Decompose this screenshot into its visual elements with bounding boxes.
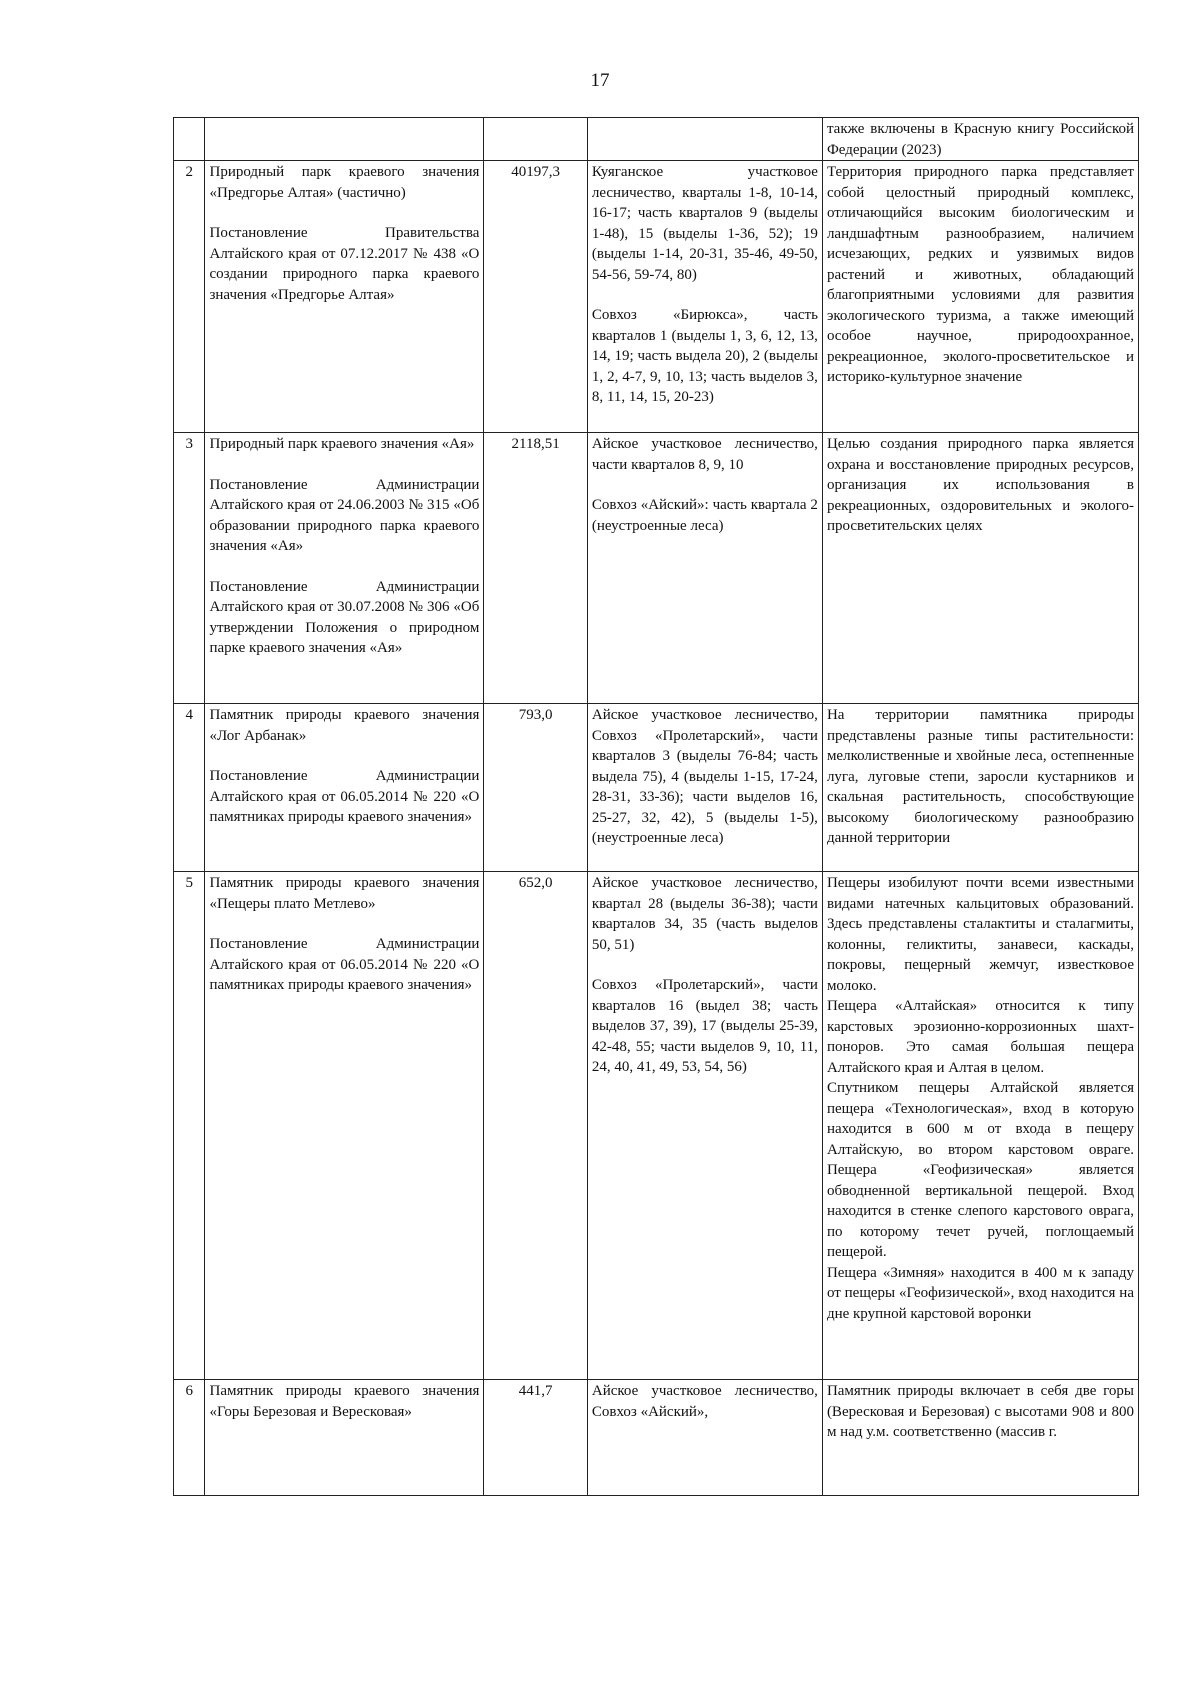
area-name: Памятник природы краевого значения «Горы Березовая и Вересковая» xyxy=(209,1383,480,1420)
row-number: 4 xyxy=(185,707,193,723)
cell-location xyxy=(587,704,822,872)
cell-num xyxy=(174,1380,205,1496)
cell-name xyxy=(205,118,484,161)
cell-num xyxy=(174,161,205,433)
cell-num xyxy=(174,118,205,161)
legal-document: Постановление Администрации Алтайского края от 06.05.2014 № 220 «О памятниках природы краевого значения» xyxy=(209,768,480,825)
cell-area xyxy=(484,1380,587,1496)
table-row xyxy=(174,704,1139,872)
description-paragraph: Памятник природы включает в себя две горы (Вересковая и Березовая) с высотами 908 и 800 м над у.м. соответственно (массив г. xyxy=(826,1383,1134,1440)
cell-description xyxy=(822,161,1138,433)
area-name: Памятник природы краевого значения «Пещеры плато Метлево» xyxy=(209,875,480,912)
location-text: Совхоз «Бирюкса», часть кварталов 1 (выделы 1, 3, 6, 12, 13, 14, 19; часть выдела 20), 2 (выделы 1, 2, 4-7, 9, 10, 13; часть выделов 3, 8, 11, 14, 15, 20-23) xyxy=(591,307,818,405)
cell-description xyxy=(822,872,1138,1380)
spacer xyxy=(209,455,479,475)
table-row xyxy=(174,1380,1139,1496)
cell-location xyxy=(587,1380,822,1496)
cell-location xyxy=(587,161,822,433)
continuation-description: также включены в Красную книгу Российской Федерации (2023) xyxy=(826,121,1134,158)
cell-name xyxy=(205,704,484,872)
description-paragraph: Пещеры изобилуют почти всеми известными видами натечных кальцитовых образований. Здесь представлены сталактиты и сталагмиты, колонны, геликтиты, занавеси, каскады, покровы, пещерный жемчуг, известковое молоко. xyxy=(826,875,1134,994)
legal-document: Постановление Правительства Алтайского края от 07.12.2017 № 438 «О создании природного парка краевого значения «Предгорье Алтая» xyxy=(209,225,480,303)
cell-description xyxy=(822,118,1138,161)
location-text: Совхоз «Айский»: часть квартала 2 (неустроенные леса) xyxy=(591,497,818,534)
description-paragraph: Целью создания природного парка является охрана и восстановление природных ресурсов, организация их использования в рекреационных, оздоровительных и эколого-просветительских целях xyxy=(826,436,1134,534)
cell-description xyxy=(822,433,1138,704)
location-text: Совхоз «Пролетарский», части кварталов 16 (выдел 38; часть выделов 37, 39), 17 (выделы 25-39, 42-48, 55; части выделов 9, 10, 11, 24, 40, 41, 49, 53, 54, 56) xyxy=(591,977,818,1075)
row-number: 6 xyxy=(185,1383,193,1399)
spacer xyxy=(209,557,479,577)
cell-location xyxy=(587,872,822,1380)
spacer xyxy=(592,285,818,305)
cell-location xyxy=(587,118,822,161)
spacer xyxy=(592,955,818,975)
spacer xyxy=(209,746,479,766)
description-paragraph: Спутником пещеры Алтайской является пещера «Технологическая», вход в которую находится в 600 м от входа в пещеру Алтайскую, во втором карстовом овраге. Пещера «Геофизическая» является обводненной вертикальной пещерой. Вход находится в стенке слепого карстового оврага, по которому течет ручей, поглощаемый пещерой. xyxy=(826,1080,1134,1260)
cell-name xyxy=(205,1380,484,1496)
page-number: 17 xyxy=(590,70,610,91)
cell-num xyxy=(174,433,205,704)
cell-name xyxy=(205,433,484,704)
cell-area xyxy=(484,118,587,161)
description-paragraph: Территория природного парка представляет собой целостный природный комплекс, отличающийся высоким биологическим и ландшафтным разнообразием, наличием исчезающих, редких и уязвимых видов растений и животных, обладающий благоприятными условиями для развития экологического туризма, а также имеющий особое научное, природоохранное, рекреационное, эколого-просветительское и историко-культурное значение xyxy=(826,164,1134,385)
table-row xyxy=(174,161,1139,433)
area-name: Памятник природы краевого значения «Лог Арбанак» xyxy=(209,707,480,744)
location-text: Айское участковое лесничество, Совхоз «Пролетарский», части кварталов 3 (выделы 76-84; часть выдела 75), 4 (выделы 1-15, 17-24, 28-31, 33-36); части выделов 16, 25-27, 32, 42), 5 (выделы 1-5), (неустроенные леса) xyxy=(591,707,818,846)
cell-area xyxy=(484,872,587,1380)
cell-location xyxy=(587,433,822,704)
legal-document: Постановление Администрации Алтайского края от 06.05.2014 № 220 «О памятниках природы краевого значения» xyxy=(209,936,480,993)
table-row xyxy=(174,433,1139,704)
area-name: Природный парк краевого значения «Предгорье Алтая» (частично) xyxy=(209,164,480,201)
area-hectares: 441,7 xyxy=(518,1383,553,1399)
cell-num xyxy=(174,872,205,1380)
legal-document: Постановление Администрации Алтайского края от 24.06.2003 № 315 «Об образовании природного парка краевого значения «Ая» xyxy=(209,476,480,554)
location-text: Айское участковое лесничество, Совхоз «Айский», xyxy=(591,1383,818,1420)
area-hectares: 2118,51 xyxy=(511,436,560,452)
cell-area xyxy=(484,704,587,872)
description-paragraph: На территории памятника природы представлены разные типы растительности: мелколиственные и хвойные леса, остепненные луга, луговые степи, заросли кустарников и скальная растительность, способствующие высокому биологическому разнообразию данной территории xyxy=(826,707,1134,846)
row-number: 3 xyxy=(185,436,193,452)
description-paragraph: Пещера «Алтайская» относится к типу карстовых эрозионно-коррозионных шахт-поноров. Это самая большая пещера Алтайского края и Алтая в целом. xyxy=(826,998,1134,1076)
location-text: Айское участковое лесничество, квартал 28 (выделы 36-38); части кварталов 34, 35 (часть выделов 50, 51) xyxy=(591,875,818,953)
row-number: 2 xyxy=(185,164,193,180)
table-row xyxy=(174,872,1139,1380)
area-hectares: 793,0 xyxy=(518,707,553,723)
row-number: 5 xyxy=(185,875,193,891)
area-hectares: 40197,3 xyxy=(511,164,561,180)
location-text: Айское участковое лесничество, части кварталов 8, 9, 10 xyxy=(591,436,818,473)
cell-name xyxy=(205,161,484,433)
description-paragraph: Пещера «Зимняя» находится в 400 м к западу от пещеры «Геофизической», вход находится на дне крупной карстовой воронки xyxy=(826,1264,1134,1322)
cell-name xyxy=(205,872,484,1380)
table-row-continuation xyxy=(174,118,1139,161)
cell-description xyxy=(822,704,1138,872)
cell-area xyxy=(484,161,587,433)
cell-description xyxy=(822,1380,1138,1496)
spacer xyxy=(209,914,479,934)
spacer xyxy=(592,475,818,495)
cell-area xyxy=(484,433,587,704)
legal-document: Постановление Администрации Алтайского края от 30.07.2008 № 306 «Об утверждении Положения о природном парке краевого значения «Ая» xyxy=(209,578,480,656)
area-hectares: 652,0 xyxy=(518,875,553,891)
spacer xyxy=(209,203,479,223)
area-name: Природный парк краевого значения «Ая» xyxy=(209,436,475,452)
cell-num xyxy=(174,704,205,872)
protected-areas-table xyxy=(173,117,1139,1496)
location-text: Куяганское участковое лесничество, кварталы 1-8, 10-14, 16-17; часть кварталов 9 (выделы 1-48), 15 (выделы 1-36, 52); 19 (выделы 1-14, 20-31, 35-46, 49-50, 54-56, 59-74, 80) xyxy=(591,164,818,283)
